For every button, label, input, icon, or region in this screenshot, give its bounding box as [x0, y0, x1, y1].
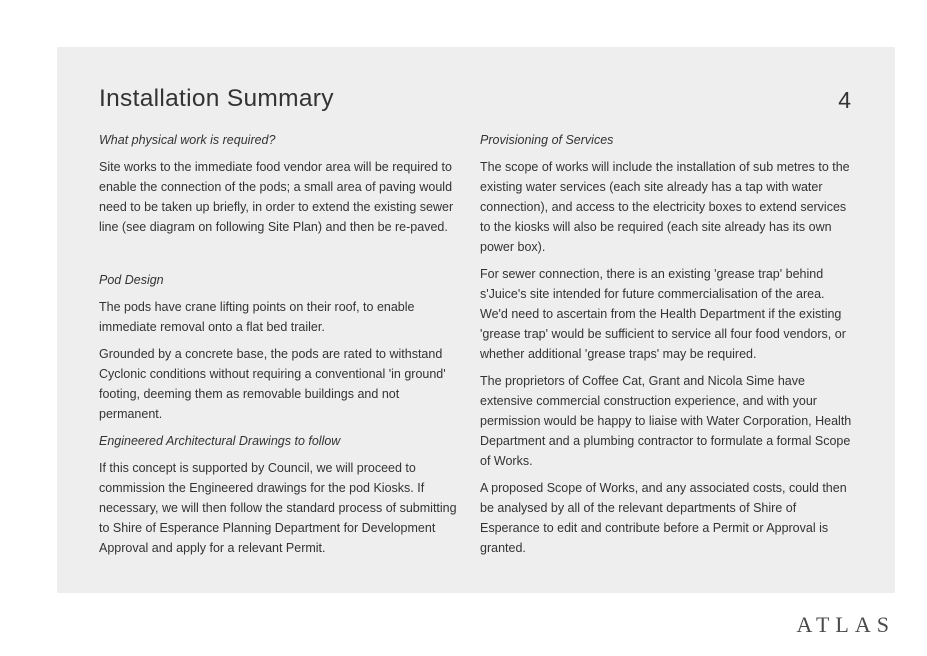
paragraph-pod-lifting: The pods have crane lifting points on their roof, to enable immediate removal onto a flat bed trailer. — [99, 300, 415, 334]
paragraph-physical-work: Site works to the immediate food vendor area will be required to enable the connection of the pods; a small area of paving would need to be taken up briefly, in order to extend the existing sewer line (see diagram on following Site Plan) and then be re-paved. — [99, 160, 454, 234]
section-heading-physical-work: What physical work is required? — [99, 133, 276, 147]
spacer — [99, 244, 461, 270]
paragraph-scope-of-works: The scope of works will include the installation of sub metres to the existing water services (each site already has a tap with water connection), and access to the electricity boxes to extend services to the kiosks will also be required (each site already has its own power box). — [480, 160, 850, 254]
paragraph-sewer-connection: For sewer connection, there is an existing 'grease trap' behind s'Juice's site intended for future commercialisation of the area. We'd need to ascertain from the Health Department if the existing 'grease trap' would be sufficient to service all four food vendors, or whether additional 'grease traps' may be required. — [480, 267, 846, 361]
section-heading-drawings: Engineered Architectural Drawings to follow — [99, 434, 341, 448]
content-panel — [57, 47, 895, 593]
section-heading-pod-design: Pod Design — [99, 273, 164, 287]
page-number: 4 — [838, 87, 851, 113]
paragraph-drawings: If this concept is supported by Council, we will proceed to commission the Engineered drawings for the pod Kiosks. If necessary, we will then follow the standard process of submitting to Shire of Esperance Planning Department for Development Approval and apply for a relevant Permit. — [99, 461, 457, 555]
paragraph-pod-base: Grounded by a concrete base, the pods are rated to withstand Cyclonic conditions without requiring a conventional 'in ground' footing, deeming them as removable buildings and not permanent. — [99, 347, 446, 421]
paragraph-proprietors: The proprietors of Coffee Cat, Grant and Nicola Sime have extensive commercial construction experience, and with your permission would be happy to liaise with Water Corporation, Health Department and a plumbing contractor to formulate a formal Scope of Works. — [480, 374, 852, 468]
section-heading-provisioning: Provisioning of Services — [480, 133, 614, 147]
page-title: Installation Summary — [99, 85, 334, 112]
atlas-logo: ATLAS — [796, 612, 895, 637]
left-column — [99, 130, 461, 565]
paragraph-proposed-scope: A proposed Scope of Works, and any associated costs, could then be analysed by all of the relevant departments of Shire of Esperance to edit and contribute before a Permit or Approval is granted. — [480, 481, 847, 555]
right-column — [480, 130, 855, 565]
